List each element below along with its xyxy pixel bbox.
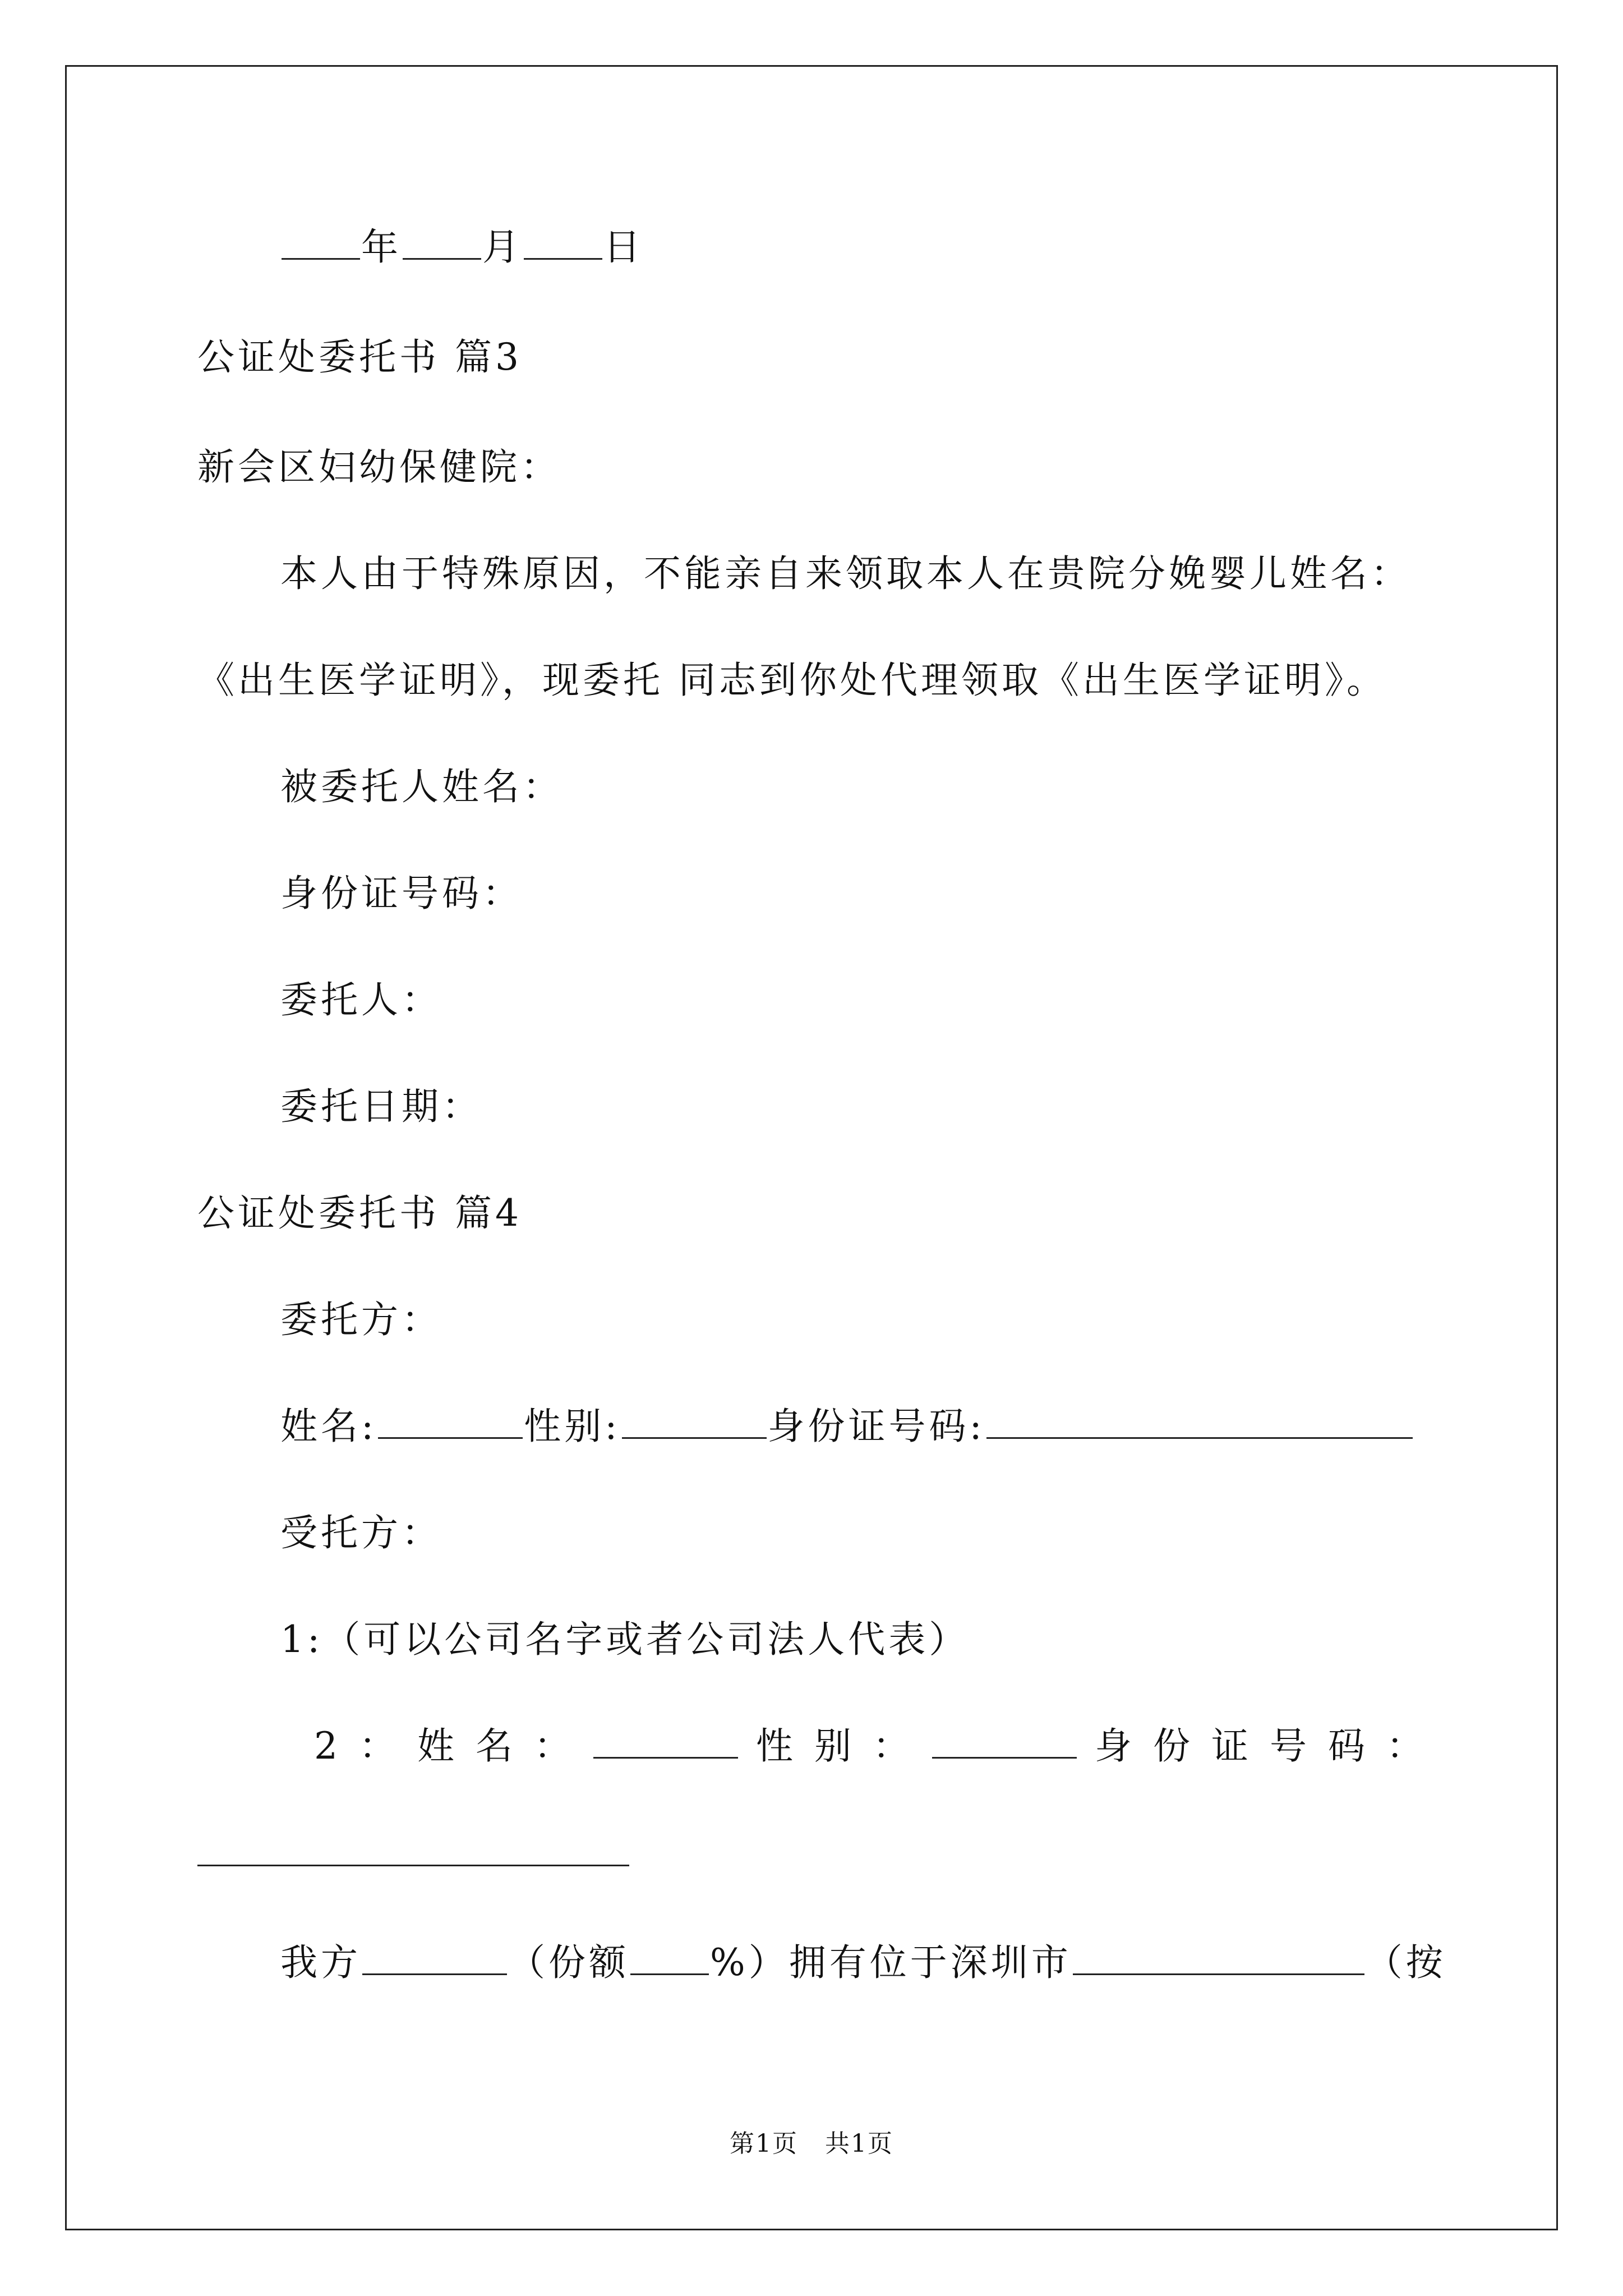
id-label: 身份证号码: (767, 1405, 985, 1448)
own-location-label: %）拥有位于深圳市 (710, 1941, 1072, 1984)
client-line: 委托方： (280, 1298, 442, 1341)
name-label: 姓名: (280, 1405, 377, 1448)
own-we-label: 我方 (280, 1941, 361, 1984)
own-share-label: （份额 (508, 1941, 629, 1984)
location-blank[interactable] (1073, 1939, 1364, 1975)
page-number: 第1页 (730, 2129, 798, 2158)
item-2-number: 2： (314, 1724, 417, 1768)
heading-section-3: 公证处委托书 篇3 (197, 335, 522, 379)
item-2-gender-label: 性别： (756, 1724, 931, 1768)
own-party-blank[interactable] (362, 1939, 507, 1975)
date-line (280, 222, 644, 273)
name-blank[interactable] (378, 1402, 523, 1439)
agent-line: 受托方： (280, 1511, 442, 1554)
own-continue-label: （按 (1365, 1941, 1446, 1984)
gender-label: 性别: (524, 1405, 621, 1448)
addressee-line: 新会区妇幼保健院： (197, 445, 561, 489)
item-2-gender-blank[interactable] (932, 1722, 1077, 1759)
paragraph-line-1: 本人由于特殊原因，不能亲自来领取本人在贵院分娩婴儿姓名： (280, 552, 1411, 595)
item-2-name-label: 姓名： (417, 1724, 592, 1768)
item-2-name-blank[interactable] (593, 1722, 738, 1759)
ownership-line (280, 1938, 1446, 1988)
principal-line: 委托人： (280, 978, 442, 1022)
gender-blank[interactable] (622, 1402, 767, 1439)
trustee-name-line: 被委托人姓名： (280, 765, 563, 808)
id-blank[interactable] (986, 1402, 1413, 1439)
share-percent-blank[interactable] (630, 1939, 709, 1975)
page-total: 共1页 (825, 2129, 893, 2158)
paragraph-line-2: 《出生医学证明》，现委托 同志到你处代理领取《出生医学证明》。 (197, 659, 1387, 702)
client-info-row (280, 1401, 1414, 1452)
item-1-line: 1:（可以公司名字或者公司法人代表） (280, 1618, 970, 1661)
item-2-id-blank[interactable] (197, 1865, 629, 1866)
entrust-date-line: 委托日期： (280, 1085, 482, 1128)
id-number-line: 身份证号码： (280, 872, 523, 915)
heading-section-4: 公证处委托书 篇4 (197, 1191, 522, 1235)
month-label: 月 (482, 226, 523, 269)
item-2-id-label: 身份证号码： (1095, 1724, 1445, 1768)
day-blank[interactable] (524, 223, 602, 260)
month-blank[interactable] (403, 223, 481, 260)
page-footer (0, 2127, 1623, 2161)
year-label: 年 (361, 226, 402, 269)
year-blank[interactable] (282, 223, 360, 260)
page-border (65, 65, 1558, 2230)
item-2-line (314, 1721, 1445, 1772)
day-label: 日 (603, 226, 644, 269)
